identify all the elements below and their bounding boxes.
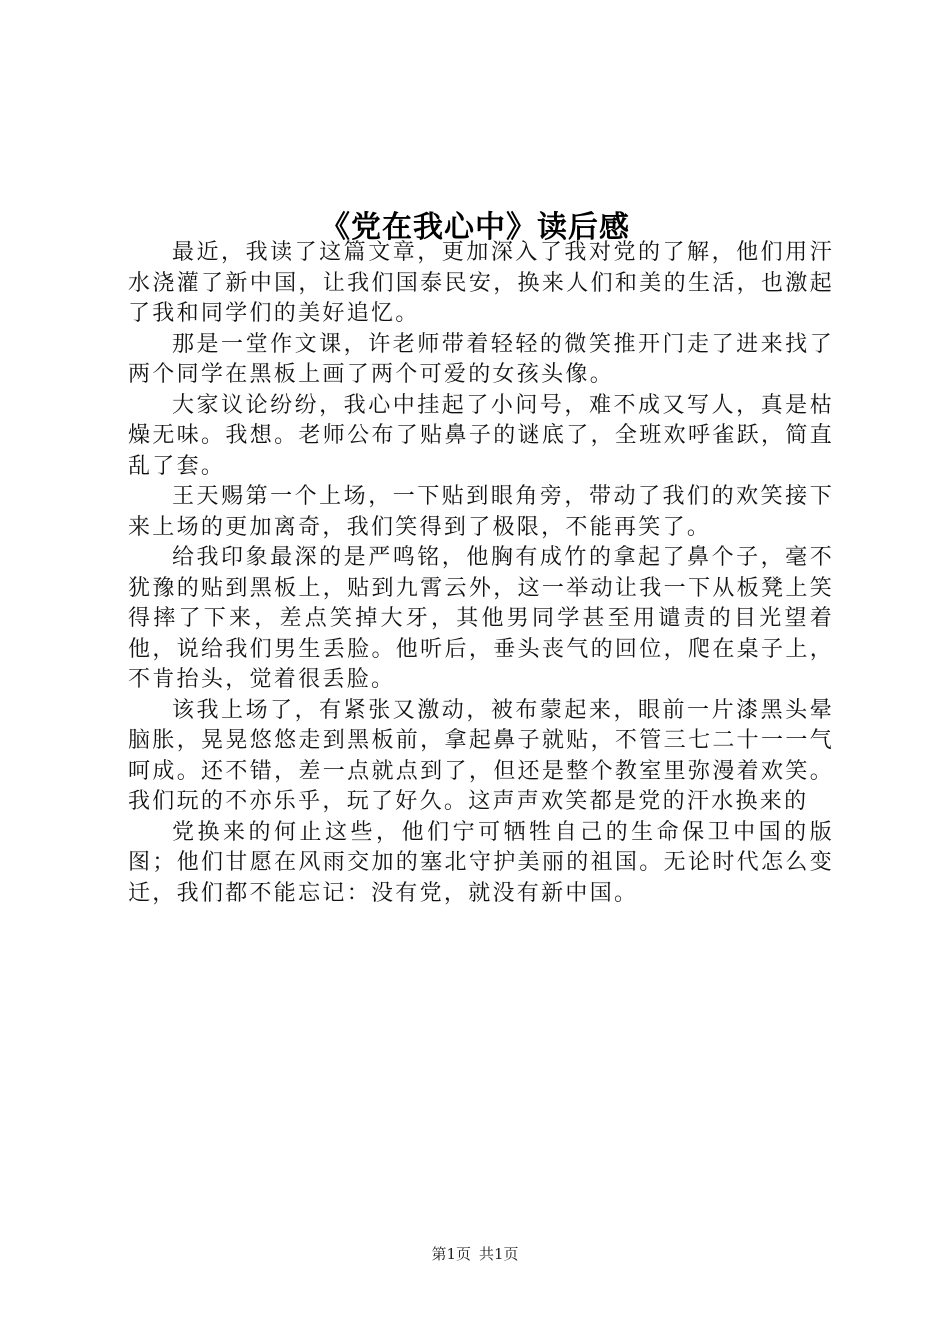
page-footer <box>0 1244 950 1264</box>
page-total: 共1页 <box>479 1245 519 1263</box>
document-title: 《党在我心中》读后感 <box>320 210 630 246</box>
paragraph: 大家议论纷纷，我心中挂起了小问号，难不成又写人，真是枯燥无味。我想。老师公布了贴鼻子的谜底了，全班欢呼雀跃，简直乱了套。 <box>128 392 834 479</box>
paragraph: 王天赐第一个上场，一下贴到眼角旁，带动了我们的欢笑接下来上场的更加离奇，我们笑得到了极限，不能再笑了。 <box>128 484 834 540</box>
paragraph: 党换来的何止这些，他们宁可牺牲自己的生命保卫中国的版图；他们甘愿在风雨交加的塞北守护美丽的祖国。无论时代怎么变迁，我们都不能忘记：没有党，就没有新中国。 <box>128 819 834 906</box>
paragraph: 给我印象最深的是严鸣铭，他胸有成竹的拿起了鼻个子，毫不犹豫的贴到黑板上，贴到九霄云外，这一举动让我一下从板凳上笑得摔了下来，差点笑掉大牙，其他男同学甚至用谴责的目光望着他，说给我们男生丢脸。他听后，垂头丧气的回位，爬在桌子上，不肯抬头，觉着很丢脸。 <box>128 545 834 692</box>
document-body <box>128 238 834 909</box>
paragraph: 最近，我读了这篇文章，更加深入了我对党的了解，他们用汗水浇灌了新中国，让我们国泰民安，换来人们和美的生活，也激起了我和同学们的美好追忆。 <box>128 240 834 326</box>
paragraph: 那是一堂作文课，许老师带着轻轻的微笑推开门走了进来找了两个同学在黑板上画了两个可爱的女孩头像。 <box>128 331 834 387</box>
paragraph: 该我上场了，有紧张又激动，被布蒙起来，眼前一片漆黑头晕脑胀，晃晃悠悠走到黑板前，拿起鼻子就贴，不管三七二十一一气呵成。还不错，差一点就点到了，但还是整个教室里弥漫着欢笑。我们玩的不亦乐乎，玩了好久。这声声欢笑都是党的汗水换来的 <box>128 697 834 814</box>
page-number: 第1页 <box>431 1245 471 1263</box>
